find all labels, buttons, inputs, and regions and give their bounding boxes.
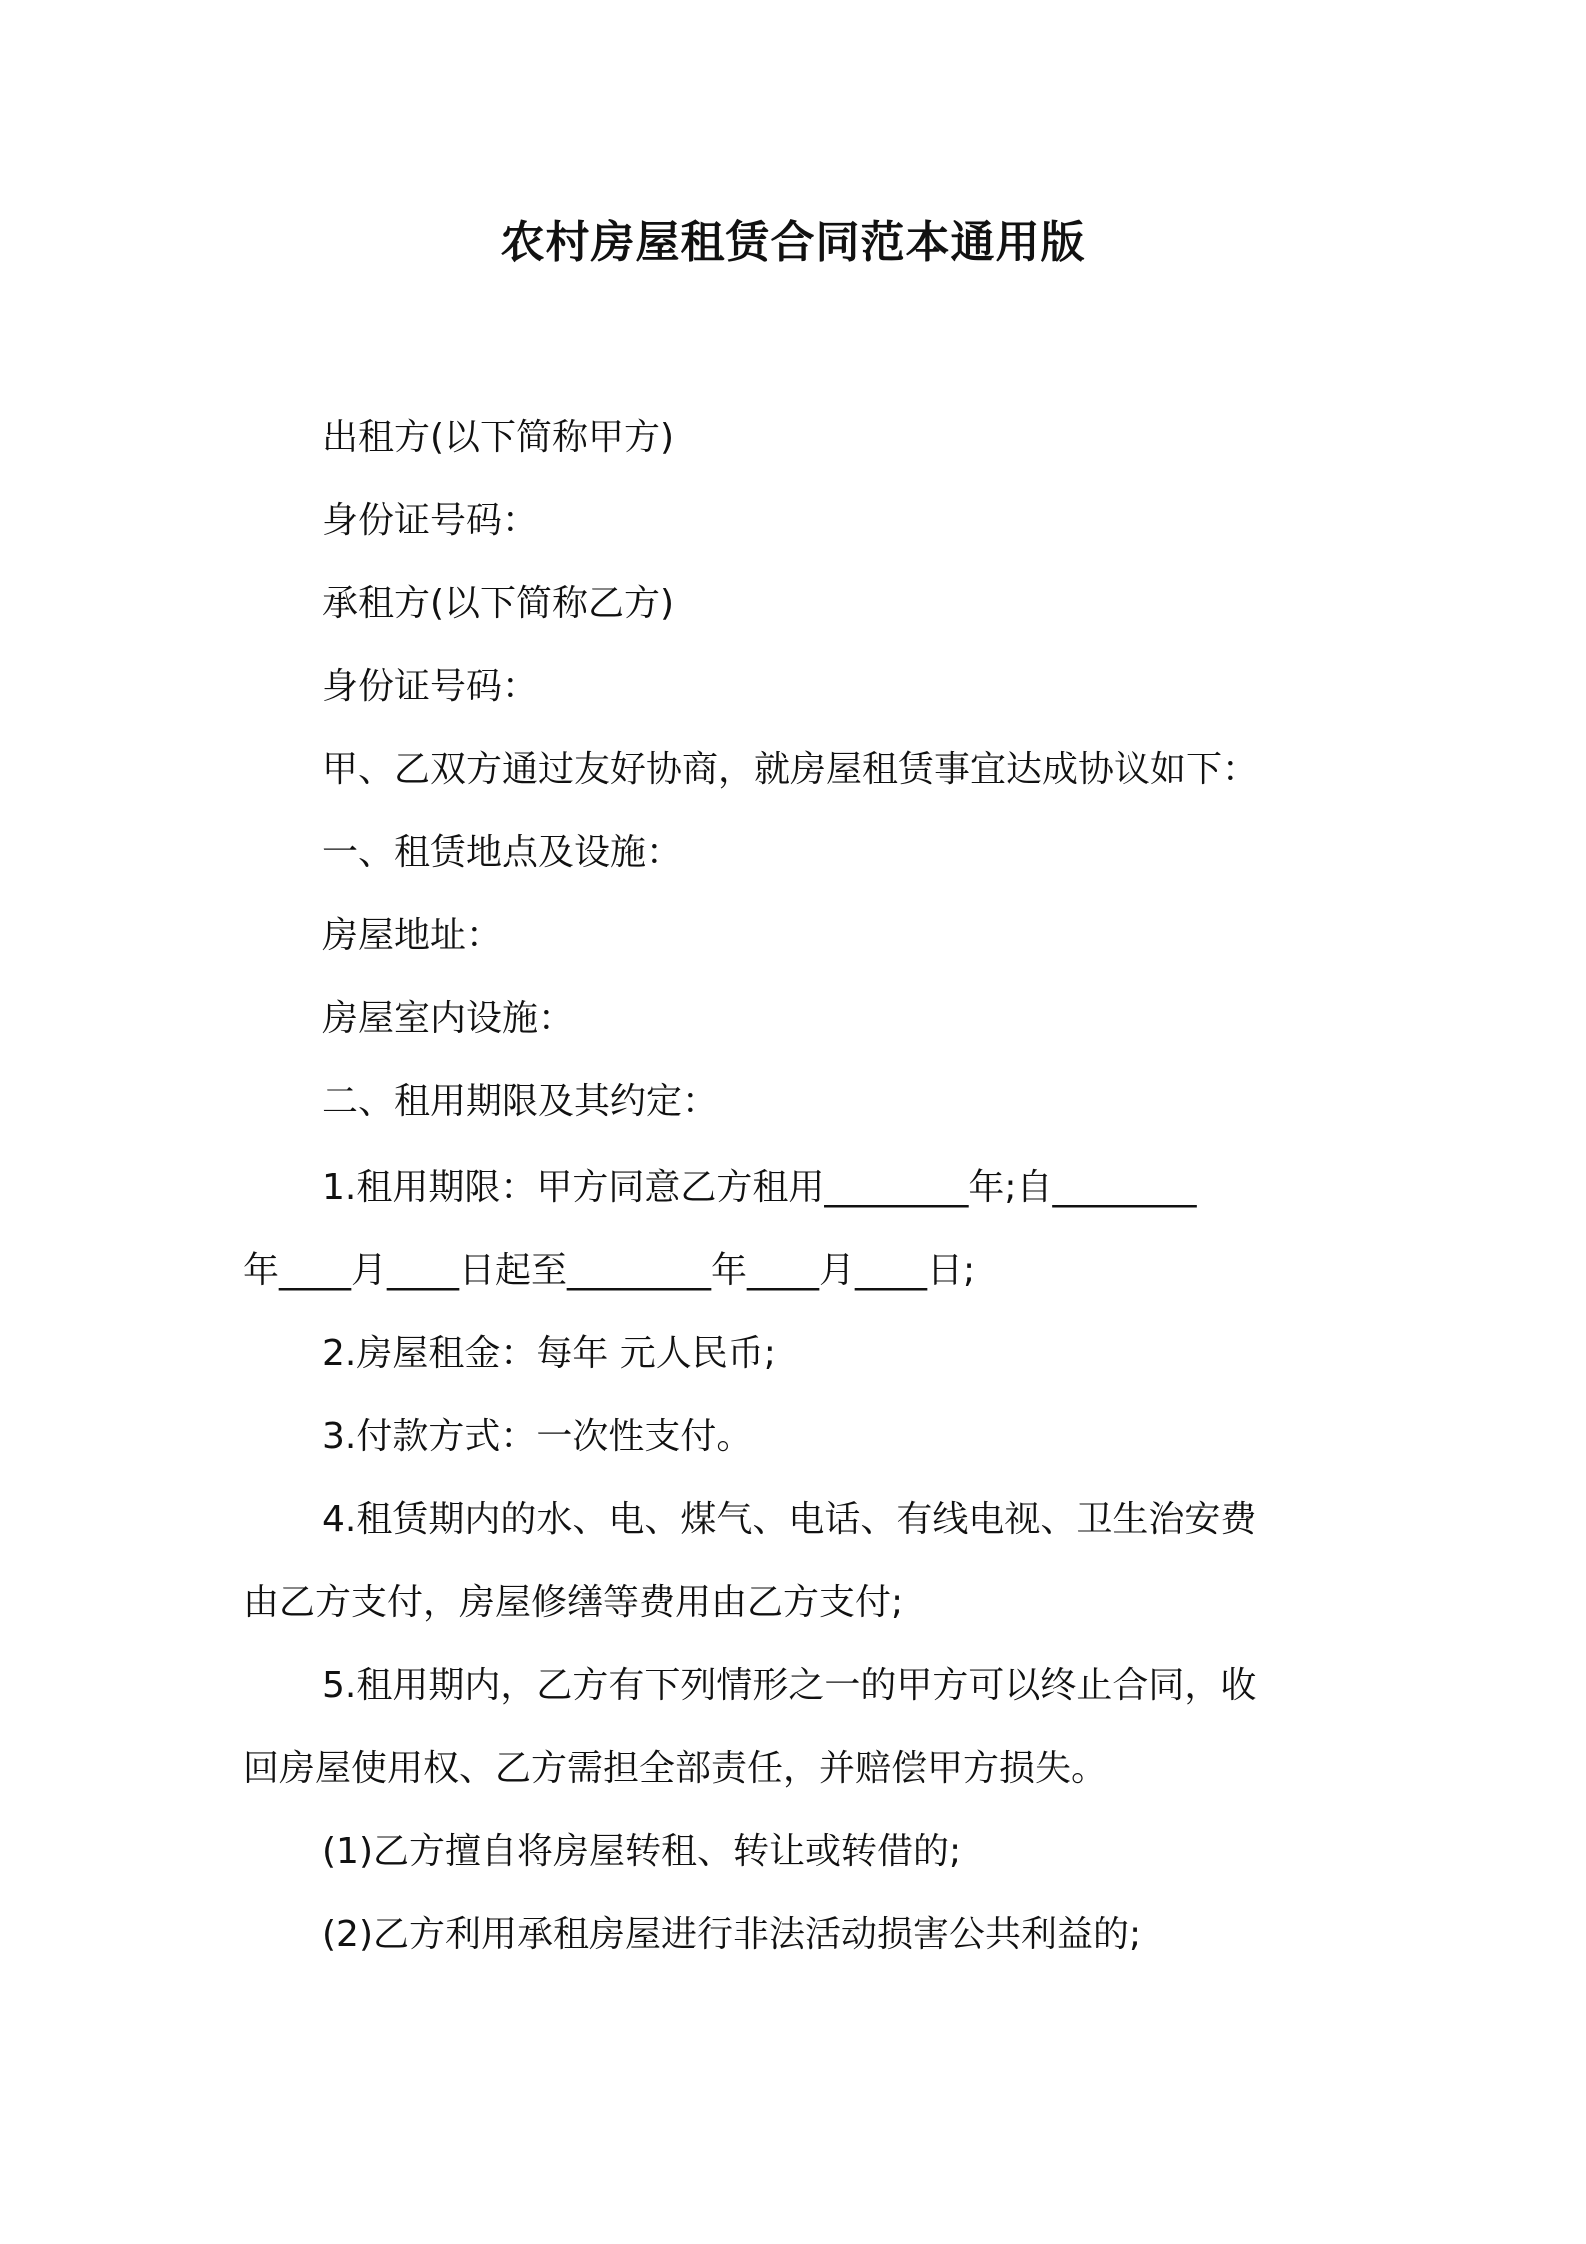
clause-4-line-1: 4.租赁期内的水、电、煤气、电话、有线电视、卫生治安费 — [322, 1499, 1257, 1540]
lessee-line: 承租方(以下简称乙方) — [322, 583, 675, 624]
lessor-id-line: 身份证号码： — [322, 500, 539, 541]
agreement-intro-line: 甲、乙双方通过友好协商，就房屋租赁事宜达成协议如下： — [322, 749, 1259, 790]
lessor-line: 出租方(以下简称甲方) — [322, 417, 675, 458]
subclause-2-line: (2)乙方利用承租房屋进行非法活动损害公共利益的; — [322, 1914, 1142, 1955]
section-1-heading: 一、租赁地点及设施： — [322, 832, 683, 873]
subclause-1-line: (1)乙方擅自将房屋转租、转让或转借的; — [322, 1831, 962, 1872]
document-title: 农村房屋租赁合同范本通用版 — [500, 217, 1086, 268]
clause-5-line-2: 回房屋使用权、乙方需担全部责任，并赔偿甲方损失。 — [243, 1748, 1108, 1789]
clause-1-line-1: 1.租用期限：甲方同意乙方租用________年;自________ — [322, 1167, 1197, 1208]
clause-1-line-2: 年____月____日起至________年____月____日; — [243, 1250, 976, 1291]
clause-4-line-2: 由乙方支付，房屋修缮等费用由乙方支付; — [243, 1582, 904, 1623]
clause-2-line: 2.房屋租金：每年 元人民币; — [322, 1333, 776, 1374]
clause-5-line-1: 5.租用期内，乙方有下列情形之一的甲方可以终止合同，收 — [322, 1665, 1257, 1706]
section-2-heading: 二、租用期限及其约定： — [322, 1081, 719, 1122]
house-address-line: 房屋地址： — [322, 915, 503, 956]
lessee-id-line: 身份证号码： — [322, 666, 539, 707]
clause-3-line: 3.付款方式：一次性支付。 — [322, 1416, 753, 1457]
house-facilities-line: 房屋室内设施： — [322, 998, 575, 1039]
